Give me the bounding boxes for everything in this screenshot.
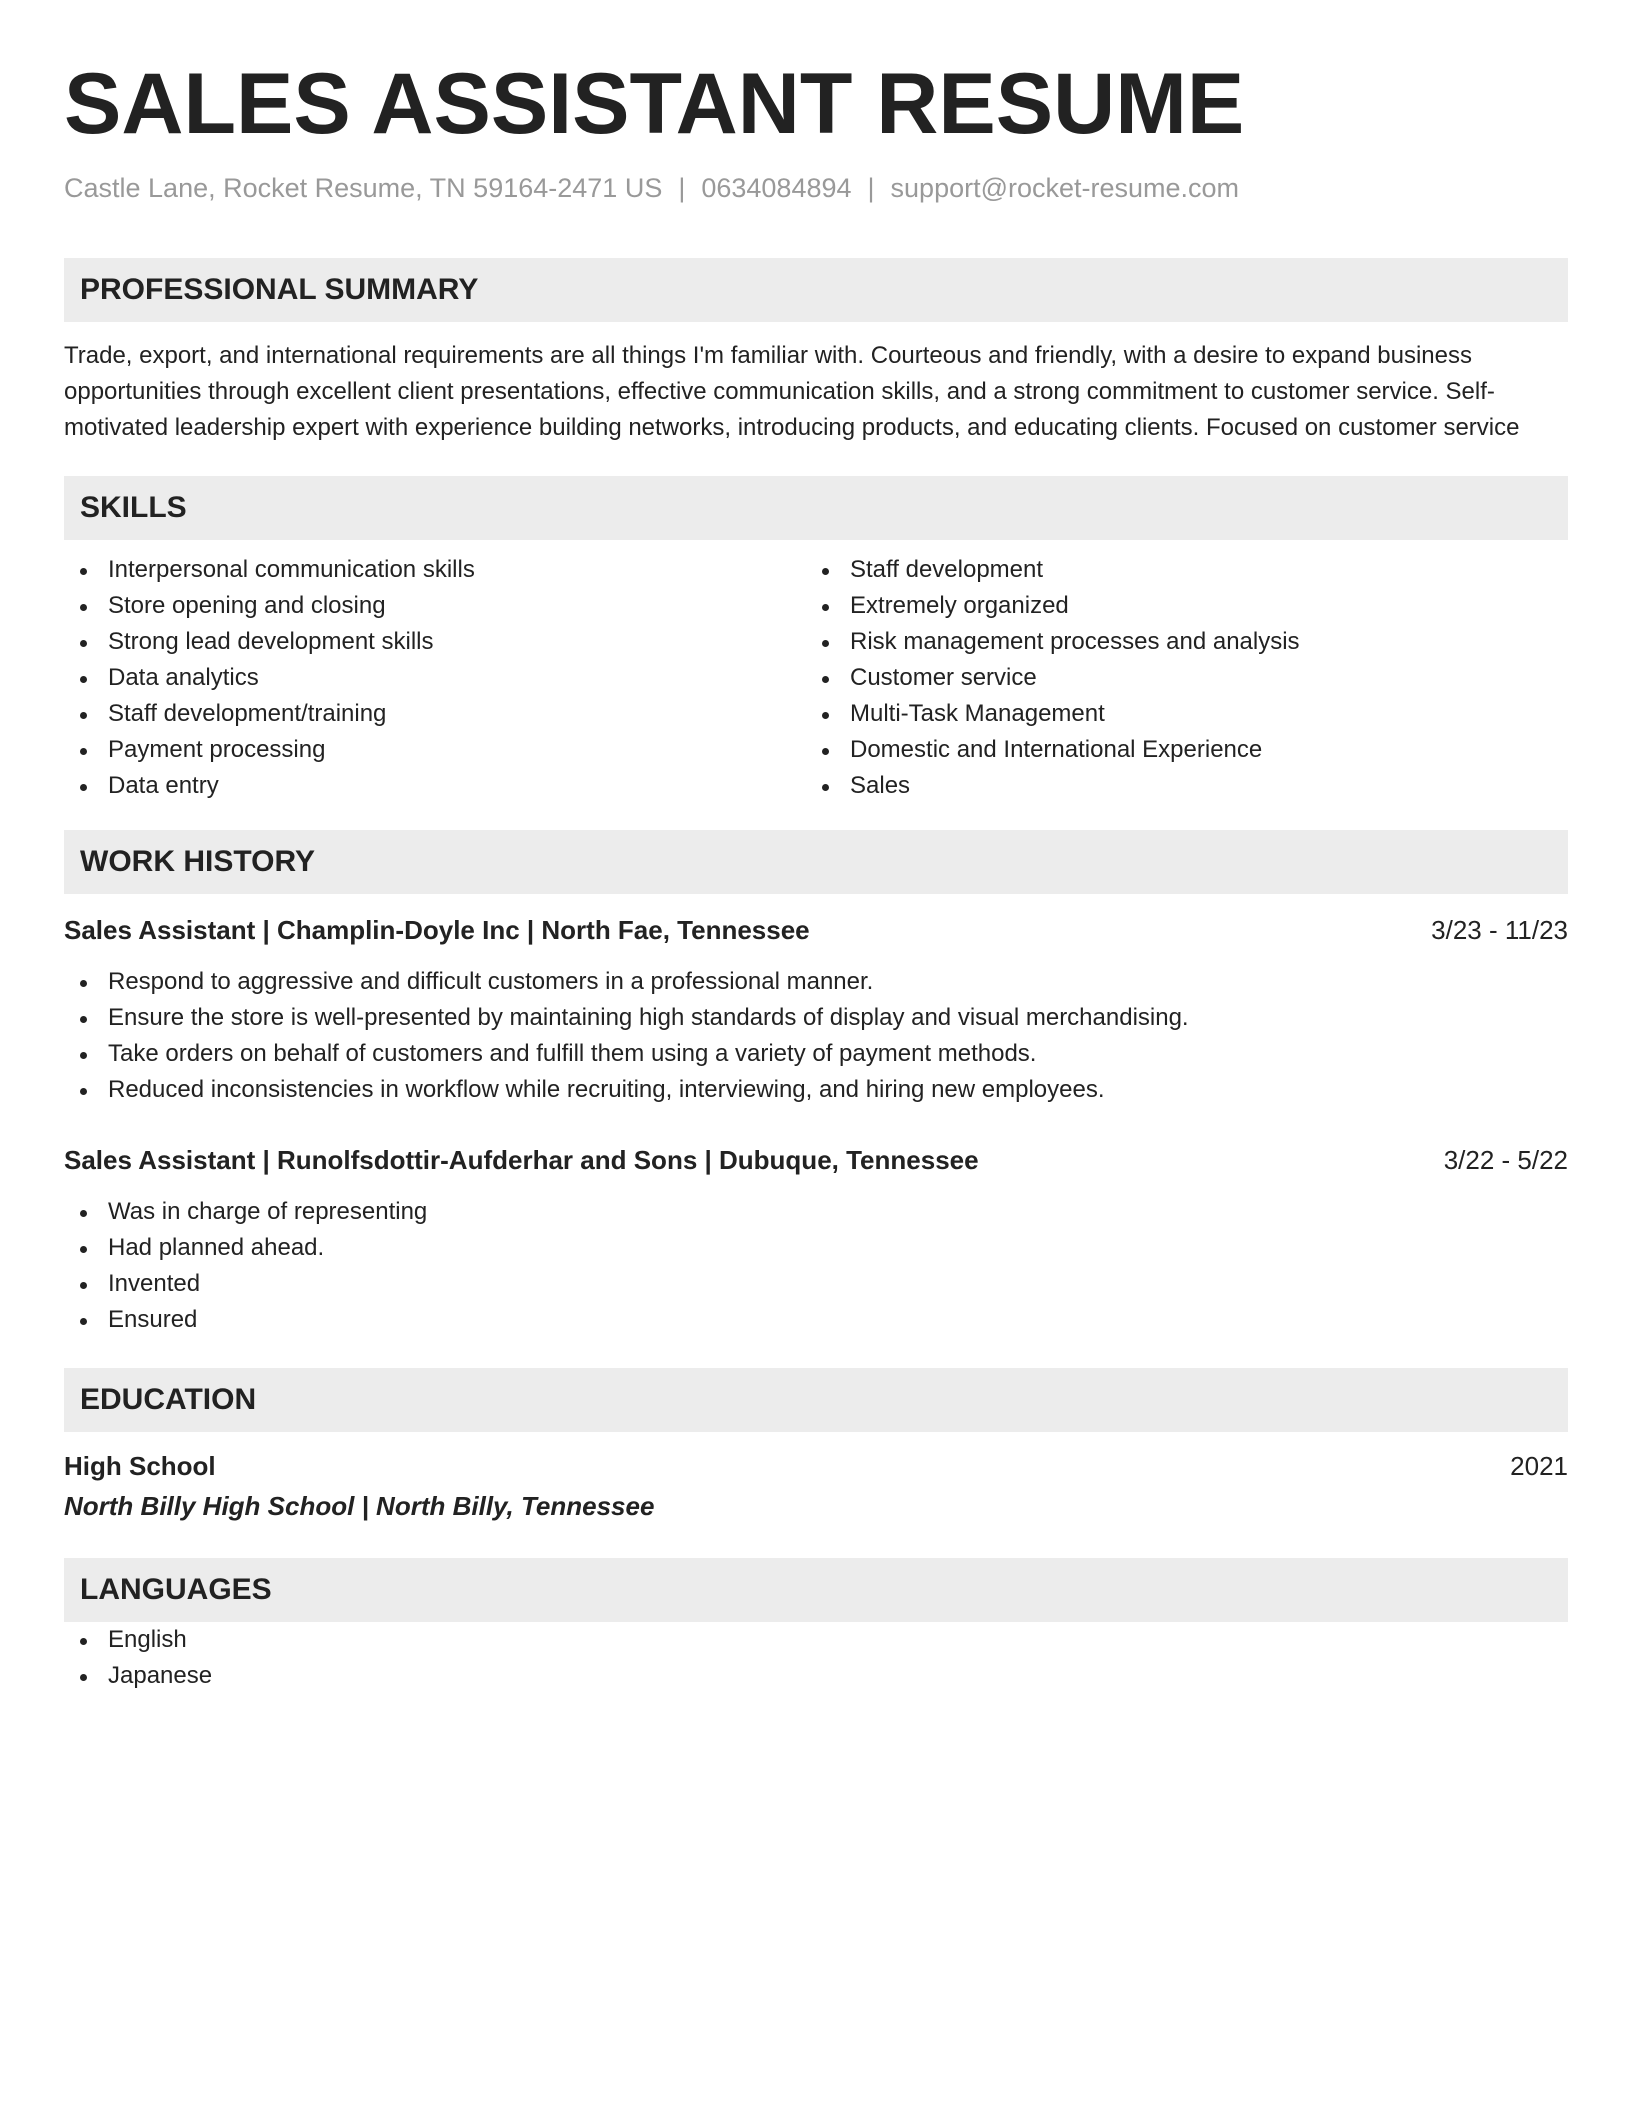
job-entry bbox=[64, 1140, 1568, 1338]
job-header bbox=[64, 910, 1568, 950]
skills-column-right bbox=[806, 552, 1548, 804]
job-bullet: Had planned ahead. bbox=[64, 1230, 1568, 1266]
skill-item: Multi-Task Management bbox=[806, 696, 1548, 732]
language-item: Japanese bbox=[64, 1658, 1568, 1694]
section-heading-languages: LANGUAGES bbox=[64, 1558, 1568, 1622]
education-degree: High School bbox=[64, 1451, 216, 1481]
skills-list-left bbox=[64, 552, 806, 804]
job-title: Sales Assistant | Champlin-Doyle Inc | North Fae, Tennessee bbox=[64, 915, 810, 945]
job-bullet: Ensure the store is well-presented by maintaining high standards of display and visual merchandising. bbox=[64, 1000, 1568, 1036]
languages-list bbox=[64, 1622, 1568, 1694]
contact-line bbox=[64, 168, 1568, 208]
section-heading-education: EDUCATION bbox=[64, 1368, 1568, 1432]
job-entry bbox=[64, 910, 1568, 1108]
contact-address: Castle Lane, Rocket Resume, TN 59164-2471 US bbox=[64, 173, 663, 203]
education-header bbox=[64, 1446, 1568, 1486]
job-header bbox=[64, 1140, 1568, 1180]
skills-columns bbox=[64, 552, 1568, 804]
job-bullet: Ensured bbox=[64, 1302, 1568, 1338]
skills-column-left bbox=[64, 552, 806, 804]
skill-item: Staff development bbox=[806, 552, 1548, 588]
job-bullet: Was in charge of representing bbox=[64, 1194, 1568, 1230]
skill-item: Data analytics bbox=[64, 660, 806, 696]
job-title: Sales Assistant | Runolfsdottir-Aufderhar and Sons | Dubuque, Tennessee bbox=[64, 1145, 979, 1175]
job-bullet: Respond to aggressive and difficult customers in a professional manner. bbox=[64, 964, 1568, 1000]
skill-item: Risk management processes and analysis bbox=[806, 624, 1548, 660]
contact-separator: | bbox=[678, 173, 686, 203]
job-bullet: Reduced inconsistencies in workflow while recruiting, interviewing, and hiring new employees. bbox=[64, 1072, 1568, 1108]
skill-item: Store opening and closing bbox=[64, 588, 806, 624]
summary-text: Trade, export, and international requirements are all things I'm familiar with. Courteous and friendly, with a desire to expand business opportunities through excellent client presentations, effective communication skills, and a strong commitment to customer service. Self-motivated leadership expert with experience building networks, introducing products, and educating clients. Focused on customer service bbox=[64, 342, 1520, 441]
skill-item: Strong lead development skills bbox=[64, 624, 806, 660]
skill-item: Customer service bbox=[806, 660, 1548, 696]
education-year: 2021 bbox=[1510, 1451, 1568, 1481]
language-item: English bbox=[64, 1622, 1568, 1658]
skills-list-right bbox=[806, 552, 1548, 804]
job-dates: 3/23 - 11/23 bbox=[1431, 915, 1568, 945]
job-bullet: Invented bbox=[64, 1266, 1568, 1302]
education-entry bbox=[64, 1446, 1568, 1526]
skill-item: Staff development/training bbox=[64, 696, 806, 732]
skill-item: Payment processing bbox=[64, 732, 806, 768]
contact-phone: 0634084894 bbox=[701, 173, 852, 203]
resume-page bbox=[64, 0, 1568, 1694]
job-dates: 3/22 - 5/22 bbox=[1443, 1145, 1568, 1175]
job-bullet: Take orders on behalf of customers and fulfill them using a variety of payment methods. bbox=[64, 1036, 1568, 1072]
skill-item: Sales bbox=[806, 768, 1548, 804]
skill-item: Data entry bbox=[64, 768, 806, 804]
job-bullets bbox=[64, 964, 1568, 1108]
job-bullets bbox=[64, 1194, 1568, 1338]
section-heading-work-history: WORK HISTORY bbox=[64, 830, 1568, 894]
education-school: North Billy High School | North Billy, Tennessee bbox=[64, 1491, 655, 1521]
section-heading-skills: SKILLS bbox=[64, 476, 1568, 540]
skill-item: Extremely organized bbox=[806, 588, 1548, 624]
contact-email: support@rocket-resume.com bbox=[890, 173, 1240, 203]
skill-item: Interpersonal communication skills bbox=[64, 552, 806, 588]
skill-item: Domestic and International Experience bbox=[806, 732, 1548, 768]
section-heading-summary: PROFESSIONAL SUMMARY bbox=[64, 258, 1568, 322]
contact-separator: | bbox=[867, 173, 875, 203]
resume-title: SALES ASSISTANT RESUME bbox=[64, 56, 1245, 152]
